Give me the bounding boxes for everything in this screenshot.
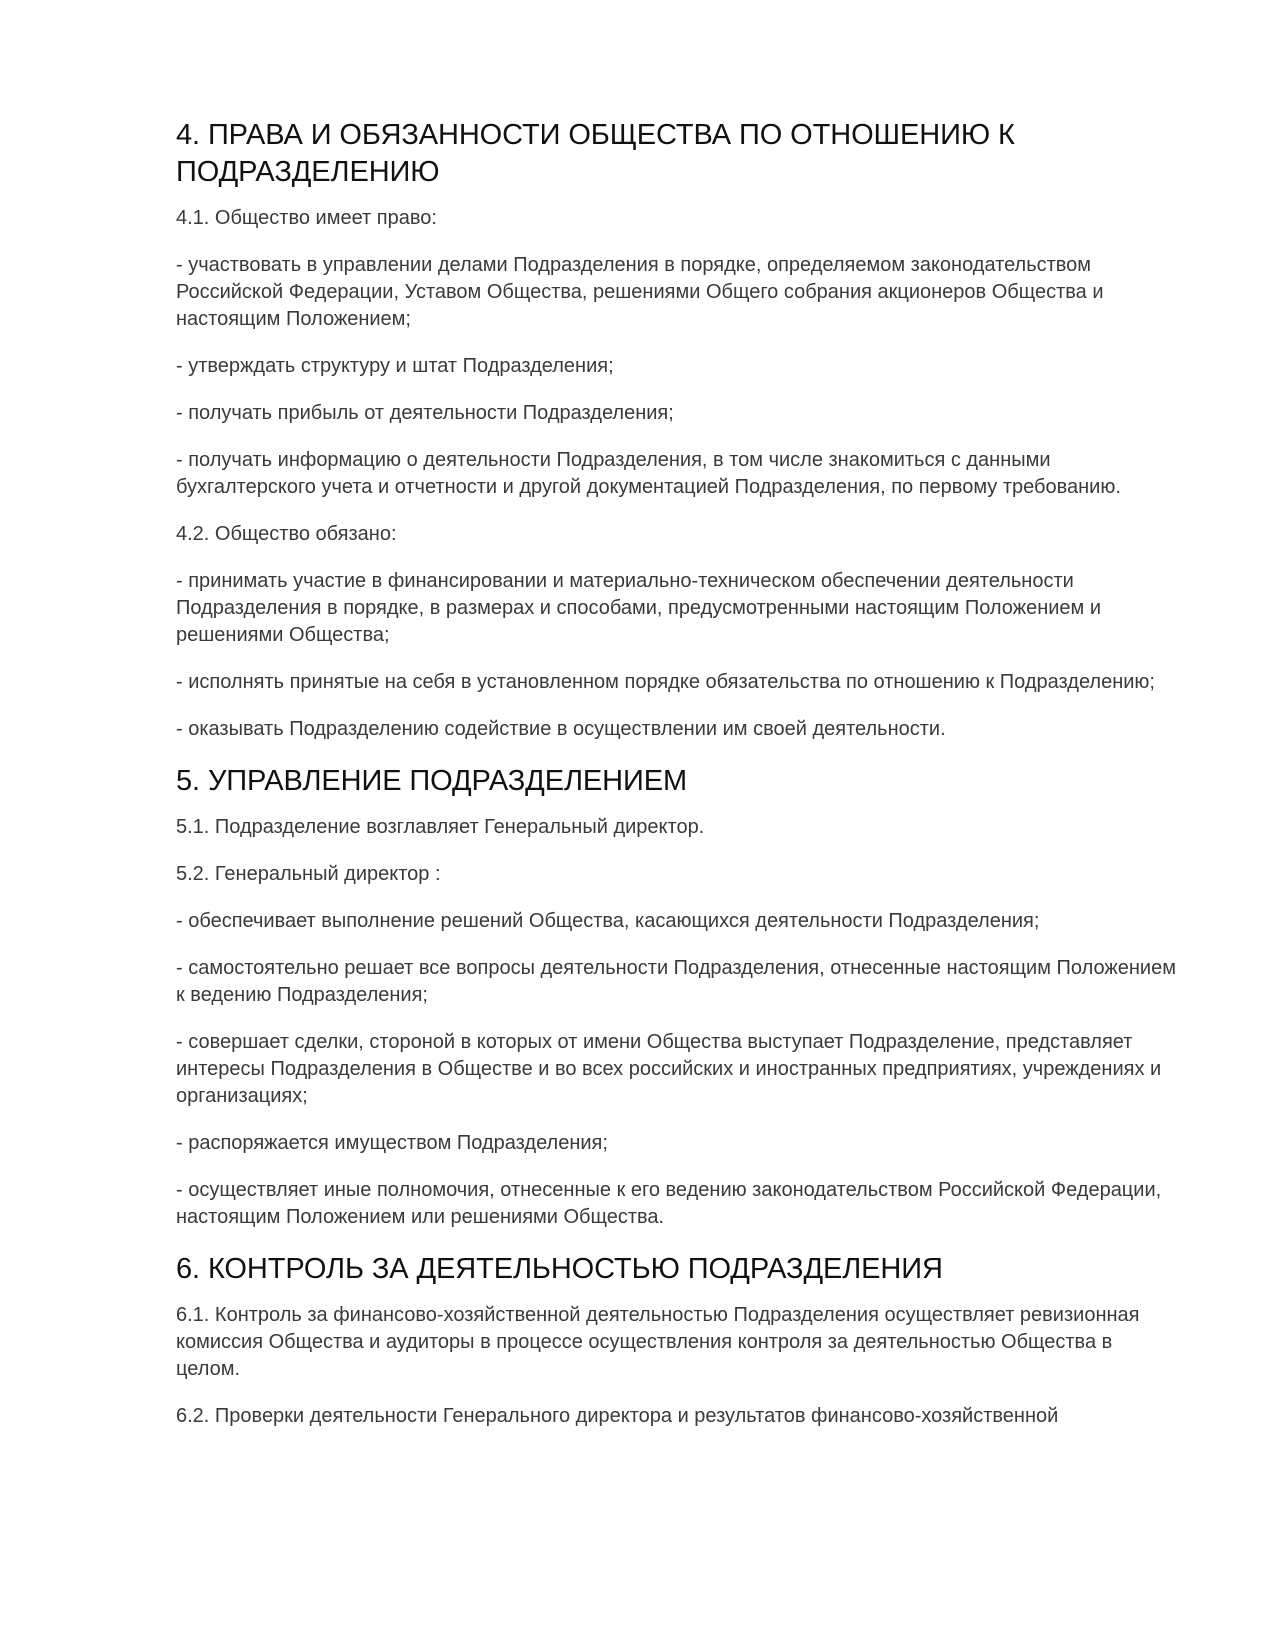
clause-5-2-item: - совершает сделки, стороной в которых от имени Общества выступает Подразделение, представляет интересы Подразделения в Обществе и во всех российских и иностранных предприятиях, учреждениях и организациях; — [176, 1031, 1162, 1107]
clause-5-2-item: - распоряжается имуществом Подразделения; — [176, 1132, 608, 1154]
clause-5-1: 5.1. Подразделение возглавляет Генеральный директор. — [176, 816, 705, 838]
clause-4-2-item: - оказывать Подразделению содействие в осуществлении им своей деятельности. — [176, 718, 946, 740]
clause-4-2-item: - принимать участие в финансировании и материально-техническом обеспечении деятельности Подразделения в порядке, в размерах и способами, предусмотренными настоящим Положением и решениями Общества; — [176, 570, 1102, 646]
clause-4-1: 4.1. Общество имеет право: — [176, 207, 437, 229]
section-6-heading: 6. КОНТРОЛЬ ЗА ДЕЯТЕЛЬНОСТЬЮ ПОДРАЗДЕЛЕНИЯ — [176, 1253, 943, 1285]
clause-5-2-item: - обеспечивает выполнение решений Общества, касающихся деятельности Подразделения; — [176, 910, 1040, 932]
clause-4-1-item: - утверждать структуру и штат Подразделения; — [176, 355, 614, 377]
clause-4-1-item: - получать прибыль от деятельности Подразделения; — [176, 402, 674, 424]
clause-4-2-item: - исполнять принятые на себя в установленном порядке обязательства по отношению к Подразделению; — [176, 671, 1155, 693]
clause-4-1-item: - получать информацию о деятельности Подразделения, в том числе знакомиться с данными бухгалтерского учета и отчетности и другой документацией Подразделения, по первому требованию. — [176, 449, 1121, 498]
document-body — [176, 117, 1181, 1450]
clause-6-1: 6.1. Контроль за финансово-хозяйственной деятельностью Подразделения осуществляет ревизионная комиссия Общества и аудиторы в процессе осуществления контроля за деятельностью Общества в целом. — [176, 1304, 1140, 1380]
section-5-heading: 5. УПРАВЛЕНИЕ ПОДРАЗДЕЛЕНИЕМ — [176, 765, 688, 797]
clause-4-2: 4.2. Общество обязано: — [176, 523, 397, 545]
clause-5-2-item: - осуществляет иные полномочия, отнесенные к его ведению законодательством Российской Федерации, настоящим Положением или решениями Общества. — [176, 1179, 1162, 1228]
clause-6-2: 6.2. Проверки деятельности Генерального директора и результатов финансово-хозяйственной — [176, 1405, 1059, 1427]
section-4-heading: 4. ПРАВА И ОБЯЗАННОСТИ ОБЩЕСТВА ПО ОТНОШЕНИЮ К ПОДРАЗДЕЛЕНИЮ — [176, 119, 1015, 188]
clause-5-2-item: - самостоятельно решает все вопросы деятельности Подразделения, отнесенные настоящим Положением к ведению Подразделения; — [176, 957, 1176, 1006]
clause-4-1-item: - участвовать в управлении делами Подразделения в порядке, определяемом законодательством Российской Федерации, Уставом Общества, решениями Общего собрания акционеров Общества и настоящим Положением; — [176, 254, 1104, 330]
clause-5-2: 5.2. Генеральный директор : — [176, 863, 441, 885]
